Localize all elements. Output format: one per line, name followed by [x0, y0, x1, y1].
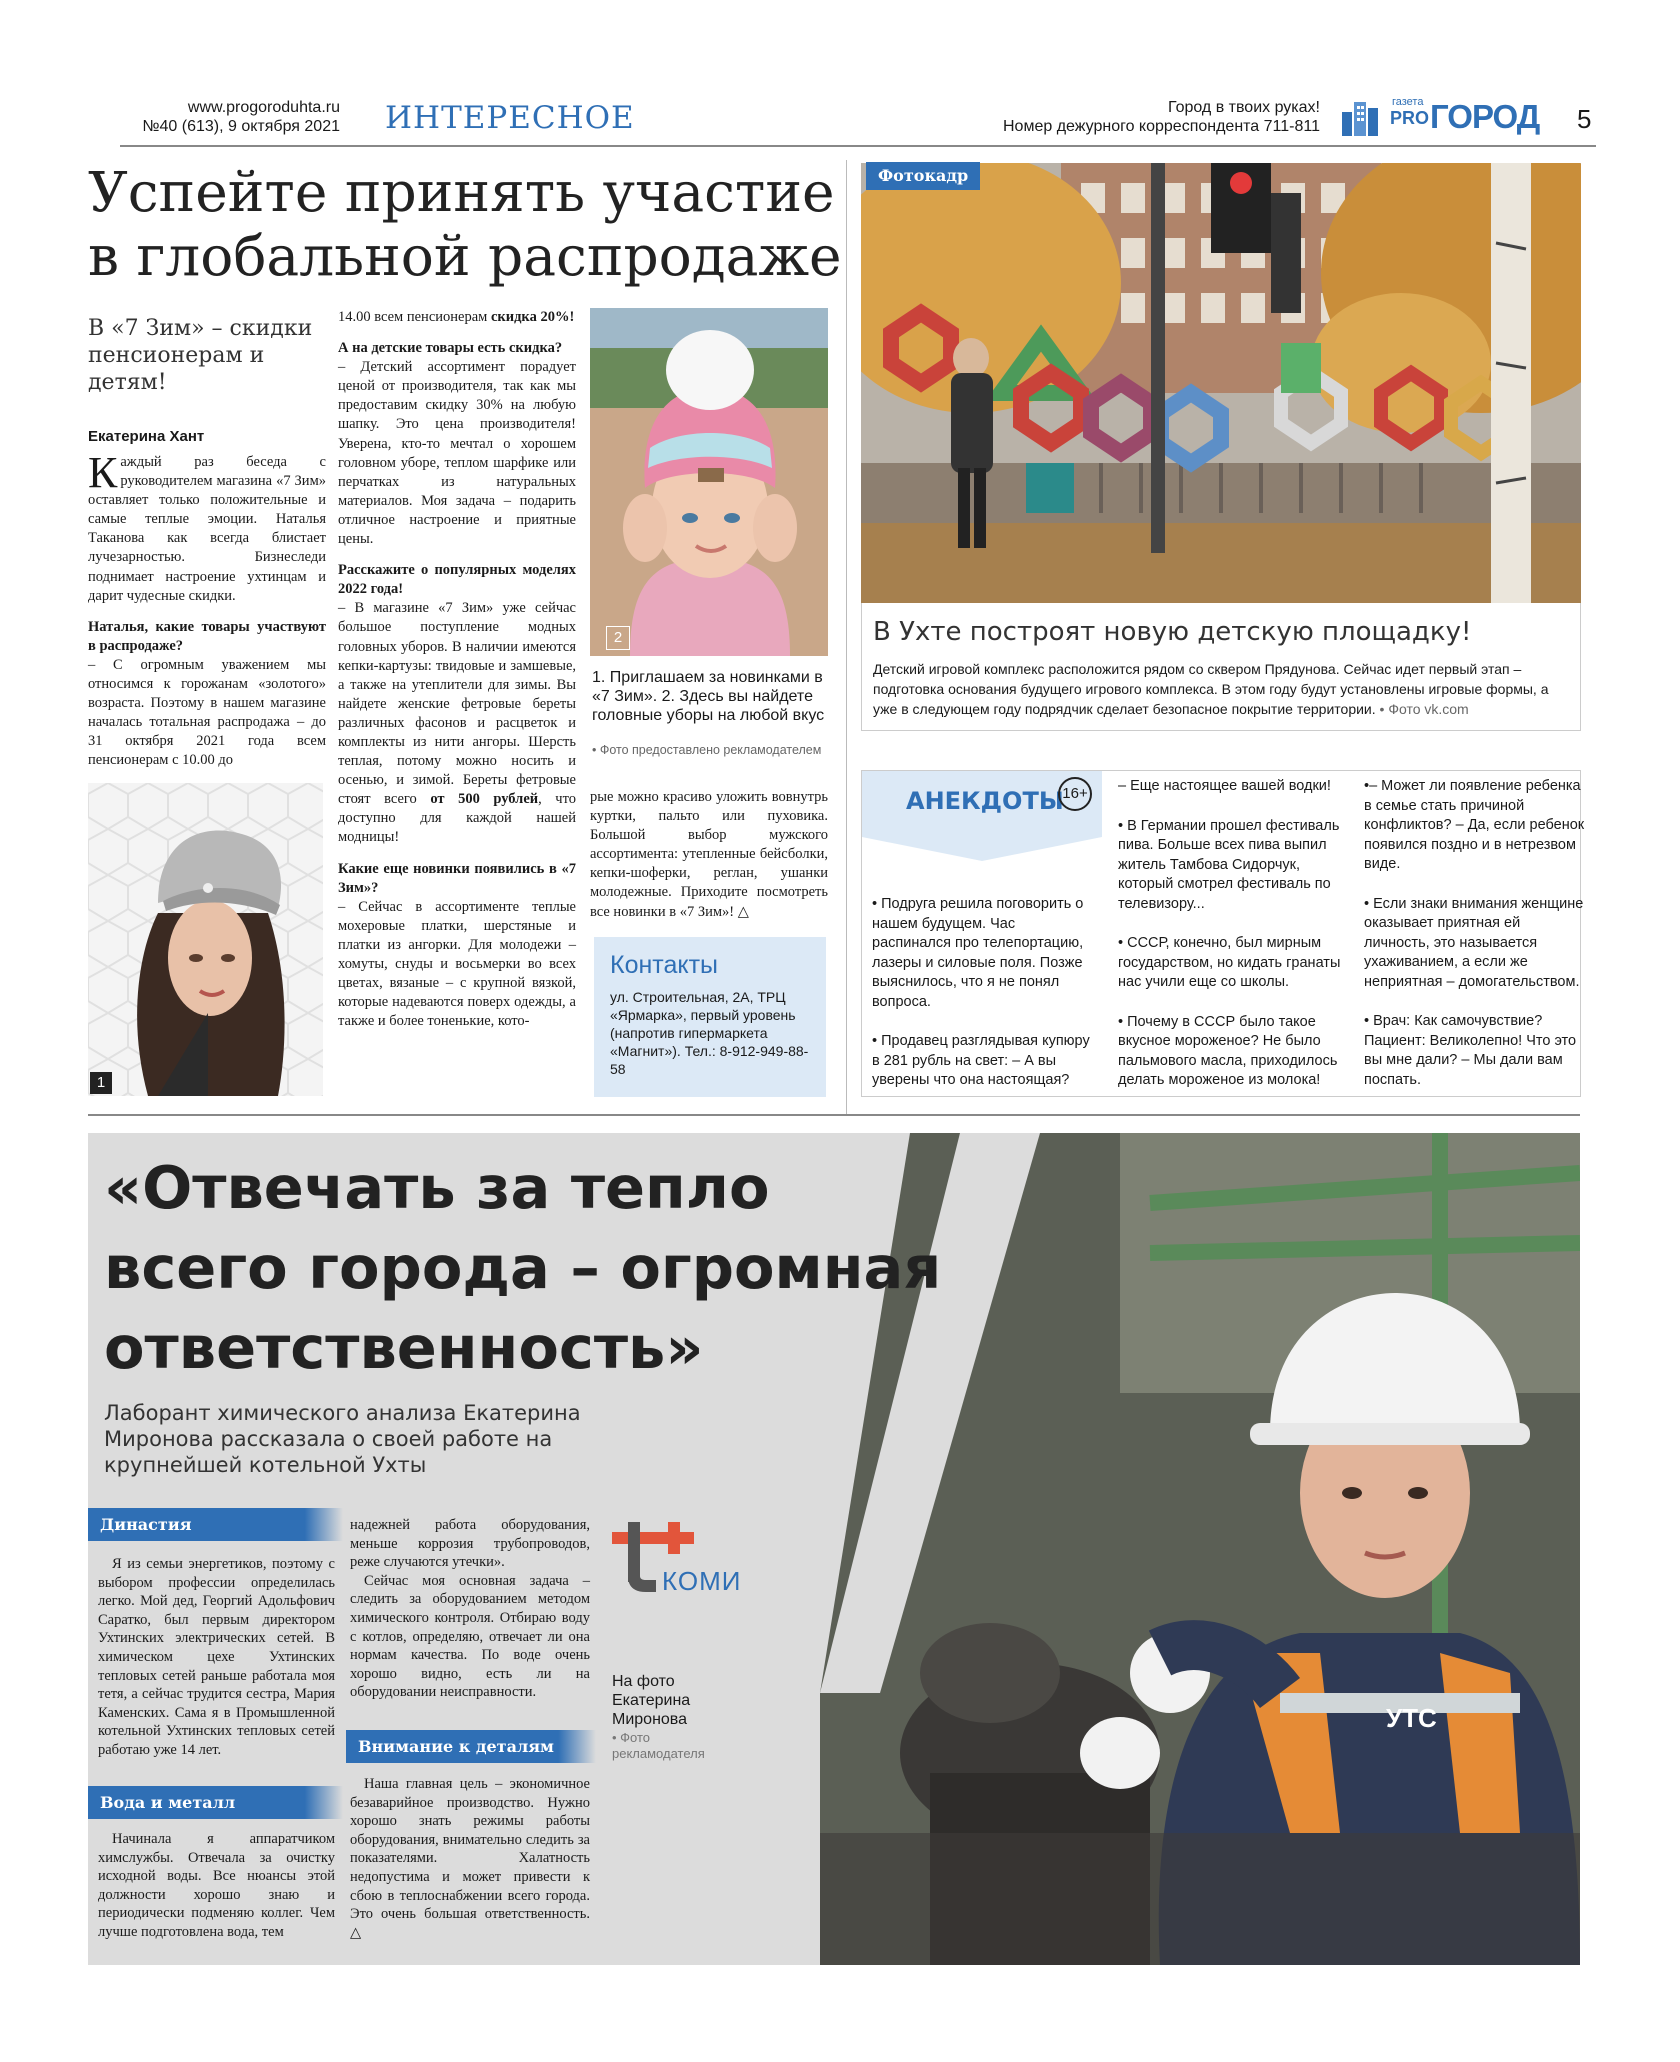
dropcap: К [88, 448, 118, 497]
article2-lead: Лаборант химического анализа Екатерина Миронова рассказала о своей работе на крупнейшей котельной Ухты [104, 1401, 581, 1477]
photo-playground [861, 163, 1581, 603]
header-slogan-block [900, 98, 1320, 136]
article1-caption-source: • Фото предоставлено рекламодателем [592, 743, 822, 757]
attention-paragraph: Наша главная цель – экономичное безаварийное производство. Нужно хорошо знать режимы работы оборудования, внимательно следить за показателями. Халатность недопустима и может привести к сбою в теплоснабжении всего города. Это очень большая ответственность. △ [350, 1776, 590, 1941]
joke-item: • Если знаки внимания женщине оказывает приятная ей личность, это называется ухаживанием, а если же неприятная – домогательством. [1364, 895, 1584, 990]
article2-title [104, 1148, 984, 1388]
joke-item: • В Германии прошел фестиваль пива. Больше всех пива выпил житель Тамбова Сидорчук, который смотрел фестиваль по телевизору... [1118, 817, 1340, 912]
newspaper-logo[interactable] [1338, 94, 1566, 140]
article2-water-text [98, 1830, 335, 1942]
site-url[interactable]: www.progoroduhta.ru [187, 99, 340, 116]
jokes-column3 [1364, 777, 1586, 1110]
slogan: Город в твоих руках! [1167, 99, 1320, 116]
photo-of-day-title: В Ухте построят новую детскую площадку! [873, 617, 1472, 647]
contacts-text: ул. Строительная, 2А, ТРЦ «Ярмарка», первый уровень (напротив гипермаркета «Магнит»). Тел.: 8-912-949-88-58 [610, 989, 809, 1077]
subhead-dynasty: Династия [88, 1508, 343, 1541]
answer-1-cont: 14.00 всем пенсионерам [338, 309, 488, 325]
article2-attention-text [350, 1775, 590, 1942]
article2-title-line1: «Отвечать за тепло [104, 1153, 770, 1222]
column-divider [846, 160, 847, 1115]
contacts-box [594, 937, 826, 1097]
subhead-water-metal: Вода и металл [88, 1786, 343, 1819]
article1-intro: аждый раз беседа с руководителем магазина «7 Зим» оставляет только положительные и самые теплые эмоции. Наталья Таканова как всегда блистает лучезарностью. Бизнеследи поднимает настроение ухтинцам и дарит чудесные скидки. [88, 454, 326, 604]
article2-title-line2: всего города – огромная [104, 1233, 942, 1302]
article1-title-line2: в глобальной распродаже [88, 224, 842, 288]
photo-of-day-body: Детский игровой комплекс расположится рядом со сквером Прядунова. Сейчас идет первый этап – подготовка основания будущего игрового комплекса. В этом году будут установлены игровые формы, а уже в следующем году подрядчик сделает безопасное покрытие территории. [873, 661, 1549, 717]
article2-column2 [350, 1516, 590, 1702]
joke-item: •– Может ли появление ребенка в семье стать причиной конфликтов? – Да, если ребенок появился поздно и в нетрезвом виде. [1364, 778, 1585, 872]
question-1: Наталья, какие товары участвуют в распродаже? [88, 618, 326, 654]
answer-3: – В магазине «7 Зим» уже сейчас большое поступление модных головных уборов. В наличии имеются кепки-картузы: твидовые и замшевые, а также на утеплители для зимы. Вы найдете женские фетровые береты различных фасонов и расцветок и комплекты из нити ангоры. Шерсть теплая, потому можно носить и осенью, и зимой. Береты фетровые стоят всего [338, 600, 576, 808]
age-rating-badge: 16+ [1058, 777, 1092, 811]
photo-of-day-source: • Фото vk.com [1379, 701, 1469, 717]
article1-column2 [338, 308, 576, 1031]
subhead-attention: Внимание к деталям [346, 1730, 596, 1763]
joke-item: • Врач: Как самочувствие? Пациент: Великолепно! Что это вы мне дали? – Мы дали вам поспать. [1364, 1013, 1577, 1088]
question-3: Расскажите о популярных моделях 2022 года! [338, 562, 576, 598]
dynasty-paragraph: Я из семьи энергетиков, поэтому с выбором профессии определилась легко. Мой дед, Георгий Адольфович Саратко, был первым директором Ухтинских электрических сетей. В химическом цехе Ухтинских тепловых сетей раньше работала моя тетя, а сейчас трудится сестра, Мария Каменских. Сама я в Промышленной котельной Ухтинских тепловых сетей работаю уже 14 лет. [98, 1556, 335, 1758]
jokes-column1 [872, 895, 1092, 1111]
answer-2: – Детский ассортимент порадует ценой от производителя, так как мы предоставим скидку 30% на любую шапку. Это цена производителя! Уверена, кто-то мечтал о хорошем головном уборе, теплом шарфике или перчатках из натуральных материалов. Моя задача – подарить отличное настроение и приятные цены. [338, 359, 576, 548]
t-plus-logo [606, 1522, 746, 1602]
photo-of-day-tag: Фотокадр [866, 162, 980, 190]
joke-item: • Продавец разглядывая купюру в 281 рубль на свет: – А вы уверены что она настоящая? [872, 1033, 1090, 1088]
article1-column1 [88, 448, 326, 771]
duty-phone: Номер дежурного корреспондента 711-811 [1003, 118, 1320, 135]
logo-main-text: ГОРОД [1430, 98, 1540, 135]
question-4: Какие еще новинки появились в «7 Зим»? [338, 860, 576, 896]
control-paragraph: Сейчас моя основная задача – следить за оборудованием методом химического контроля. Отбираю воду с котлов, определяю, отвечает ли она нормам качества. По воде очень хорошо видно, есть ли на оборудовании неисправности. [350, 1572, 590, 1701]
answer-4-cont: рые можно красиво уложить вовнутрь куртки, пальто или пуховика. Большой выбор мужского ассортимента: утепленные бейсболки, кепки-шоферки, реглан, ушанки молодежные. Приходите посмотреть все новинки в «7 Зим»! △ [590, 789, 828, 920]
article1-title [88, 160, 858, 288]
photo2-number: 2 [606, 626, 630, 650]
article1-title-line1: Успейте принять участие [88, 160, 835, 224]
section-divider [88, 1114, 1580, 1116]
discount-20: скидка 20%! [490, 309, 575, 325]
question-2: А на детские товары есть скидка? [338, 340, 563, 357]
logo-small-text: газета [1392, 96, 1424, 108]
photo-girl-hat [590, 308, 828, 656]
joke-item: – Еще настоящее вашей водки! [1118, 778, 1331, 794]
photo1-number: 1 [90, 1072, 112, 1094]
article1-caption: 1. Приглашаем за новинками в «7 Зим». 2. Здесь вы найдете головные уборы на любой вкус [592, 669, 825, 724]
jokes-column2 [1118, 777, 1358, 1111]
vest-logo-text: УТС [1386, 1703, 1437, 1733]
answer-3-end: , что доступно для каждой нашей модницы! [338, 791, 576, 846]
joke-item: • СССР, конечно, был мирным государством, но кидать гранаты нас учили еще со школы. [1118, 935, 1341, 990]
article1-lead: В «7 Зим» – скидки пенсионерам и детям! [88, 316, 313, 395]
answer-4: – Сейчас в ассортименте теплые мохеровые платки, шерстяные и платки из ангорки. Для молодежи – хомуты, снуды и восьмерки во всех цветах, вязаные – с крупной вязкой, которые надеваются поверх одежды, а также и более тоненькие, кото- [338, 898, 576, 1030]
article2-photo-caption: На фото Екатерина Миронова [612, 1673, 691, 1728]
logo-komi-text: КОМИ [662, 1566, 742, 1596]
water-paragraph: Начинала я аппаратчиком химслужбы. Отвечала за очистку исходной воды. Все нюансы этой должности хорошо знаю и периодически подменяю коллег. Чем лучше подготовлена вода, тем [98, 1831, 335, 1940]
joke-item: • Подруга решила поговорить о нашем будущем. Час распинался про телепортацию, лазеры и силовые поля. Позже выяснилось, что я не понял вопроса. [872, 896, 1084, 1010]
header-issue-info [120, 98, 340, 136]
joke-item: • Почему в СССР было такое вкусное мороженое? Не было пальмового масла, приходилось делать мороженое из молока! [1118, 1013, 1338, 1088]
article1-column3 [590, 788, 828, 922]
jokes-title: АНЕКДОТЫ [906, 787, 1064, 815]
page-number: 5 [1577, 104, 1592, 134]
article2-dynasty-text [98, 1555, 335, 1760]
answer-1: – С огромным уважением мы относимся к горожанам «золотого» возраста. Поэтому в нашем магазине началась тотальная распродажа – до 31 октября 2021 года всем пенсионерам с 10.00 до [88, 656, 326, 769]
section-title: ИНТЕРЕСНОЕ [385, 100, 635, 136]
photo-woman-hat [88, 783, 323, 1096]
contacts-title: Контакты [610, 951, 718, 979]
logo-pro: PRO [1390, 108, 1430, 128]
issue-number: №40 (613), 9 октября 2021 [142, 118, 340, 135]
article1-author: Екатерина Хант [88, 428, 205, 445]
photo-of-day-text [873, 659, 1573, 719]
price-500: от 500 рублей [430, 791, 539, 808]
article2-photo-source: • Фото рекламодателя [612, 1730, 705, 1761]
water-paragraph-cont: надежней работа оборудования, меньше коррозия трубопроводов, реже случаются утечки». [350, 1517, 590, 1571]
header-divider [120, 145, 1596, 147]
article2-title-line3: ответственность» [104, 1313, 704, 1382]
